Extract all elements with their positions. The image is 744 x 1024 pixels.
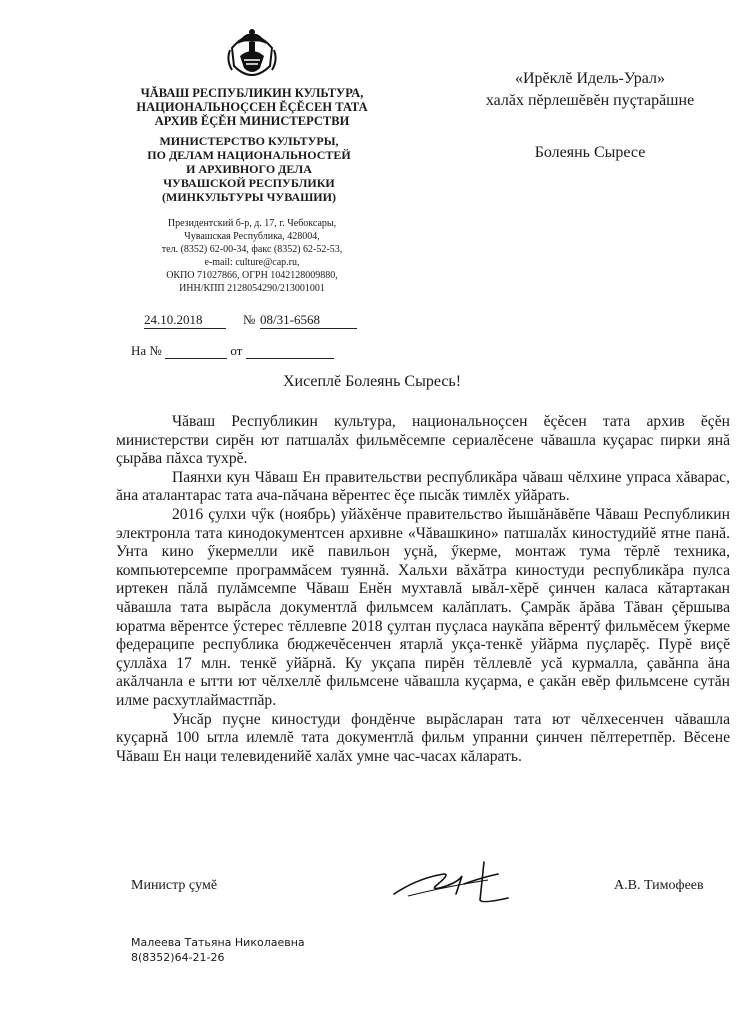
contact-line: Президентский б-р, д. 17, г. Чебоксары, xyxy=(167,218,337,229)
signer-role: Министр çумĕ xyxy=(131,878,218,893)
executor-phone: 8(8352)64-21-26 xyxy=(131,951,225,964)
ministry-name-chuvash xyxy=(120,86,384,128)
ministry-cv-line: АРХИВ ĔÇĔН МИНИСТЕРСТВИ xyxy=(154,114,350,128)
ministry-ru-line: (МИНКУЛЬТУРЫ ЧУВАШИИ) xyxy=(162,190,336,204)
reply-from-label: от xyxy=(230,343,243,358)
executor-info xyxy=(131,935,305,965)
document-date: 24.10.2018 xyxy=(144,312,226,329)
contact-line: ИНН/КПП 2128054290/213001001 xyxy=(179,283,325,294)
body-paragraph: Унсăр пуçне киностуди фондĕнче вырăсларан тата ют чĕлхесенчен чăвашла куçарнă 100 ытла илемлĕ тата документлă фильм упранни çинчен пĕлтеретпĕр. Вĕсене Чăваш Ен наци телевиденийĕ халăх умне час-часах кăларать. xyxy=(116,710,730,765)
ministry-contacts xyxy=(120,217,384,295)
contact-line: тел. (8352) 62-00-34, факс (8352) 62-52-53, xyxy=(161,244,343,255)
ministry-ru-line: ЧУВАШСКОЙ РЕСПУБЛИКИ xyxy=(163,176,335,190)
ministry-cv-line: ЧĂВАШ РЕСПУБЛИКИН КУЛЬТУРА, xyxy=(140,86,364,100)
body-paragraph: Чăваш Республикин культура, национальноçсен ĕçĕсен тата архив ĕçĕн министерстви сирĕн ют патшалăх фильмĕсемпе сериалĕсене чăвашла куçарас пирки янă çырăва пăхса тухрĕ. xyxy=(116,413,730,468)
ministry-name-russian xyxy=(134,134,364,204)
reply-number-label: На № xyxy=(131,343,162,358)
letter-greeting: Хисеплĕ Болеянь Сыресь! xyxy=(282,373,462,390)
document-number-label: № xyxy=(243,312,256,327)
ministry-ru-line: МИНИСТЕРСТВО КУЛЬТУРЫ, xyxy=(159,134,339,148)
contact-line: Чувашская Республика, 428004, xyxy=(184,231,320,242)
recipient-org-line: халăх пĕрлешĕвĕн пуçтарăшне xyxy=(485,92,695,109)
recipient-org-line: «Ирĕклĕ Идель-Урал» xyxy=(514,70,666,87)
handwritten-signature xyxy=(388,860,528,906)
recipient-block xyxy=(440,68,740,164)
signer-name: А.В. Тимофеев xyxy=(614,878,704,893)
recipient-name: Болеянь Сыресе xyxy=(534,144,646,161)
contact-line: e-mail: culture@cap.ru, xyxy=(204,257,300,268)
document-number: 08/31-6568 xyxy=(260,312,357,329)
reply-number-blank xyxy=(165,345,227,359)
letter-body xyxy=(116,413,730,766)
ministry-ru-line: ПО ДЕЛАМ НАЦИОНАЛЬНОСТЕЙ xyxy=(147,148,351,162)
contact-line: ОКПО 71027866, ОГРН 1042128009880, xyxy=(166,270,338,281)
executor-name: Малеева Татьяна Николаевна xyxy=(131,936,305,949)
body-paragraph: 2016 çулхи чӳк (ноябрь) уйăхĕнче правительство йышăнăвĕпе Чăваш Республикин электронла тата кинодокументсен архивне «Чăвашкино» патшалăх киностудийĕ ятне панă. Унта кино ӳкермелли икĕ павильон уçнă, ӳкерме, монтаж тума тĕрлĕ техника, компьютерсемпе программăсем туяннă. Хальхи вăхăтра киностуди республикăра пулса иртекен пăлă пулăмсемпе Чăваш Енĕн мухтавлă ывăл-хĕрĕ çинчен каласа кăтартакан чăвашла тата вырăсла документлă фильмсем калăплать. Çамрăк ăрăва Тăван çĕршыва юратма вĕрентсе ӳстерес тĕллевпе 2018 çултан пуçласа наукăпа вĕрентӳ фильмĕсем ӳкерме федераципе республика бюджечĕсенчен ятарлă укçа-тенкĕ уйăрма пуçларĕç. Пурĕ виçĕ çуллăха 17 млн. тенкĕ уйăрнă. Ку укçапа пирĕн тĕллевлĕ усă курмалла, çавăнпа ăна акăлчанла е ытти ют чĕлхеллĕ фильмсене чăвашла куçарма, е çакăн евĕр фильмсене сутăн илме расхутлаймастпăр. xyxy=(116,505,730,709)
ministry-cv-line: НАЦИОНАЛЬНОÇСЕН ĔÇĔСЕН ТАТА xyxy=(136,100,368,114)
ministry-ru-line: И АРХИВНОГО ДЕЛА xyxy=(186,162,312,176)
chuvash-emblem-icon xyxy=(224,26,280,86)
body-paragraph: Паянхи кун Чăваш Ен правительстви республикăра чăваш чĕлхине упрасa хăварас, ăна аталантарас тата ача-пăчана вĕрентес ĕçе пысăк тимлĕх уйăрать. xyxy=(116,468,730,505)
reply-date-blank xyxy=(246,345,334,359)
reply-reference xyxy=(131,343,334,359)
